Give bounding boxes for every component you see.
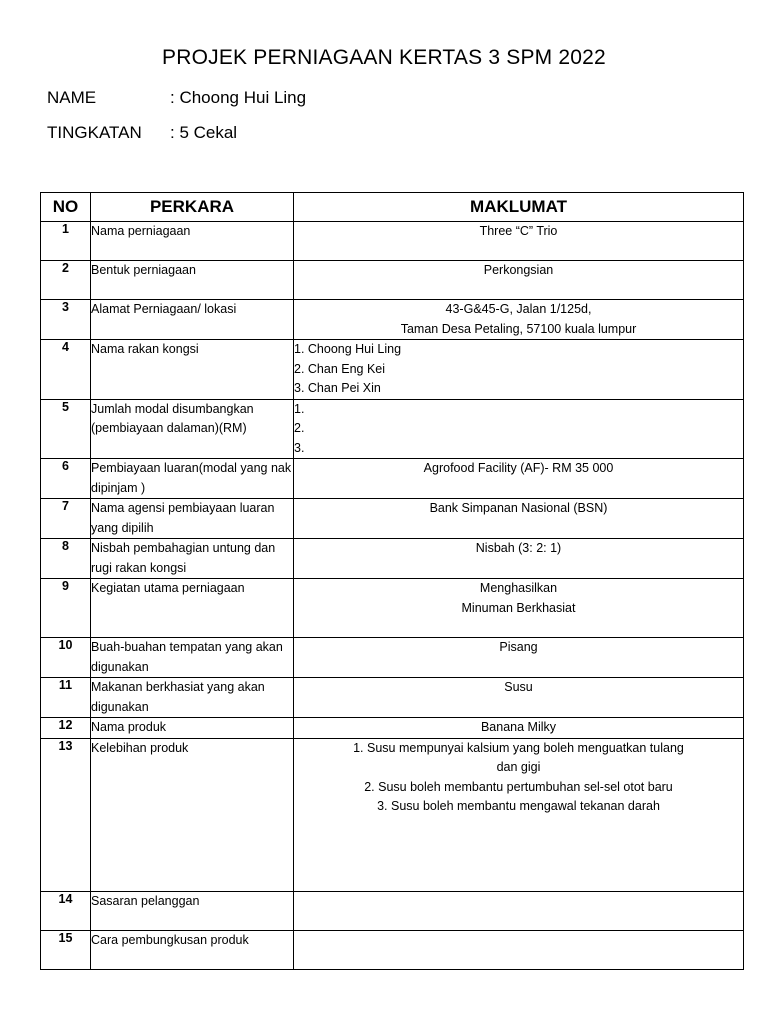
row-number: 3 — [41, 300, 91, 340]
row-perkara: Nama agensi pembiayaan luaran yang dipilih — [91, 499, 294, 539]
row-perkara: Alamat Perniagaan/ lokasi — [91, 300, 294, 340]
column-header-no: NO — [41, 193, 91, 222]
row-perkara: Nama rakan kongsi — [91, 340, 294, 400]
row-number: 10 — [41, 638, 91, 678]
row-maklumat: Agrofood Facility (AF)- RM 35 000 — [294, 459, 744, 499]
row-number: 5 — [41, 399, 91, 459]
capital-item: 2. — [294, 421, 305, 435]
row-number: 13 — [41, 738, 91, 891]
row-perkara: Sasaran pelanggan — [91, 891, 294, 930]
table-row — [41, 678, 744, 718]
row-maklumat: Banana Milky — [294, 718, 744, 739]
row-maklumat — [294, 930, 744, 969]
row-maklumat — [294, 340, 744, 400]
row-number: 15 — [41, 930, 91, 969]
row-number: 7 — [41, 499, 91, 539]
column-header-maklumat: MAKLUMAT — [294, 193, 744, 222]
table-row — [41, 459, 744, 499]
document-title: PROJEK PERNIAGAAN KERTAS 3 SPM 2022 — [162, 46, 606, 69]
partner-item: 1. Choong Hui Ling — [294, 342, 402, 356]
row-perkara: Nisbah pembahagian untung dan rugi rakan kongsi — [91, 539, 294, 579]
class-value: : 5 Cekal — [170, 123, 238, 142]
advantage-item: dan gigi — [496, 760, 541, 774]
table-row — [41, 222, 744, 261]
row-maklumat — [294, 300, 744, 340]
row-maklumat — [294, 399, 744, 459]
row-maklumat — [294, 579, 744, 638]
partner-item: 3. Chan Pei Xin — [294, 381, 381, 395]
row-maklumat: Perkongsian — [294, 261, 744, 300]
capital-item: 1. — [294, 401, 305, 416]
capital-item: 3. — [294, 440, 305, 455]
row-number: 4 — [41, 340, 91, 400]
row-perkara: Makanan berkhasiat yang akan digunakan — [91, 678, 294, 718]
row-number: 14 — [41, 891, 91, 930]
row-number: 8 — [41, 539, 91, 579]
advantage-item: 1. Susu mempunyai kalsium yang boleh menguatkan tulang — [353, 740, 684, 755]
row-maklumat: Pisang — [294, 638, 744, 678]
table-row — [41, 718, 744, 739]
row-maklumat: Bank Simpanan Nasional (BSN) — [294, 499, 744, 539]
address-line: 43-G&45-G, Jalan 1/125d, — [445, 302, 592, 316]
row-perkara: Bentuk perniagaan — [91, 261, 294, 300]
name-value: : Choong Hui Ling — [170, 88, 307, 107]
table-row — [41, 499, 744, 539]
advantage-item: 3. Susu boleh membantu mengawal tekanan darah — [377, 799, 660, 813]
row-number: 11 — [41, 678, 91, 718]
column-header-perkara: PERKARA — [91, 193, 294, 222]
row-maklumat: Three “C” Trio — [294, 222, 744, 261]
table-row — [41, 300, 744, 340]
name-label: NAME — [47, 88, 97, 107]
row-perkara: Jumlah modal disumbangkan (pembiayaan dalaman)(RM) — [91, 399, 294, 459]
row-maklumat — [294, 738, 744, 891]
class-row — [47, 123, 237, 143]
business-project-table — [40, 192, 744, 970]
row-perkara: Nama produk — [91, 718, 294, 739]
table-row — [41, 539, 744, 579]
row-perkara: Kegiatan utama perniagaan — [91, 579, 294, 638]
row-perkara: Kelebihan produk — [91, 738, 294, 891]
row-maklumat: Susu — [294, 678, 744, 718]
row-perkara: Cara pembungkusan produk — [91, 930, 294, 969]
row-number: 12 — [41, 718, 91, 739]
table-row — [41, 579, 744, 638]
row-perkara: Pembiayaan luaran(modal yang nak dipinjam ) — [91, 459, 294, 499]
table-row — [41, 738, 744, 891]
row-maklumat — [294, 891, 744, 930]
name-row — [47, 88, 306, 108]
address-line: Taman Desa Petaling, 57100 kuala lumpur — [400, 321, 637, 336]
table-row — [41, 638, 744, 678]
row-perkara: Nama perniagaan — [91, 222, 294, 261]
table-row — [41, 891, 744, 930]
activity-line: Menghasilkan — [479, 581, 558, 595]
table-header-row — [41, 193, 744, 222]
row-perkara: Buah-buahan tempatan yang akan digunakan — [91, 638, 294, 678]
row-maklumat: Nisbah (3: 2: 1) — [294, 539, 744, 579]
partner-item: 2. Chan Eng Kei — [294, 361, 386, 376]
advantage-item: 2. Susu boleh membantu pertumbuhan sel-sel otot baru — [364, 779, 673, 794]
activity-line: Minuman Berkhasiat — [461, 600, 576, 615]
row-number: 6 — [41, 459, 91, 499]
table-row — [41, 930, 744, 969]
table-row — [41, 399, 744, 459]
table-row — [41, 261, 744, 300]
row-number: 9 — [41, 579, 91, 638]
row-number: 2 — [41, 261, 91, 300]
class-label: TINGKATAN — [47, 123, 142, 142]
row-number: 1 — [41, 222, 91, 261]
table-row — [41, 340, 744, 400]
